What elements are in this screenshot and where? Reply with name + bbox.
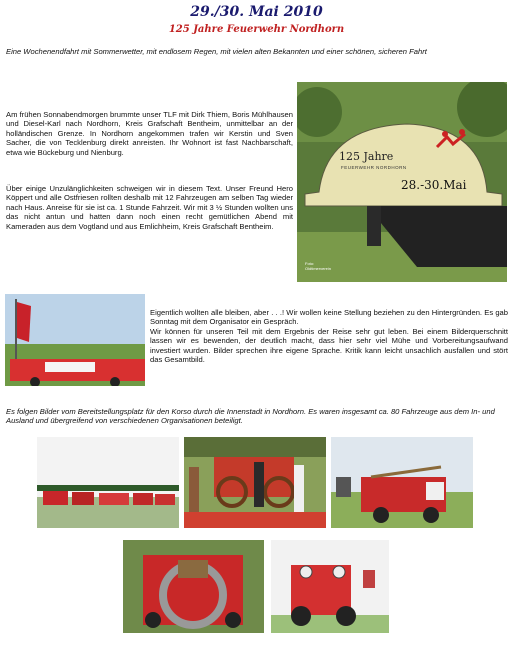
sign-text-org: FEUERWEHR NORDHORN [341,165,407,170]
story-paragraph-3: Eigentlich wollten alle bleiben, aber . . .! Wir wollen keine Stellung beziehen zu den Hintergründen. Es gab Sonntag mit dem Organisator ein Gespräch. [150,308,508,327]
photo-credit [305,262,331,271]
gallery-photo-5 [271,540,389,633]
helmet-sign-photo [297,82,507,282]
intro-paragraph: Eine Wochenendfahrt mit Sommerwetter, mit endlosem Regen, mit vielen alten Bekannten und einer schönen, sicheren Fahrt [6,47,427,56]
flag-truck-photo [5,294,145,386]
sign-text-years: 125 Jahre [339,150,394,163]
gallery-photo-2 [184,437,326,528]
page-subtitle: 125 Jahre Feuerwehr Nordhorn [168,24,345,35]
page-title: 29./30. Mai 2010 [190,4,323,20]
story-paragraph-4: Wir können für unseren Teil mit dem Ergebnis der Reise sehr gut leben. Bei einem Bilderquerschnitt lassen wir es bewenden, der deutlich macht, dass hier sehr viel Mühe und Vorbereitungsaufwand investiert wurden. Bilder sprechen ihre eigene Sprache. Kritik kann leicht unsachlich ausfallen und stört das Gesamtbild. [150,327,508,365]
story-paragraph-2: Über einige Unzulänglichkeiten schweigen wir in diesem Text. Unser Freund Hero Köppert und alle Ostfriesen rollten deshalb mit 12 Fahrzeugen am selben Tag wieder nach Haus. Anreise für sie ist ca. 1 Stunde Fahrzeit. Wir mit 3 ½ Stunden wollten uns das nicht antun und hatten dann noch einen recht gemütlichen Abend mit Kameraden aus dem Vogtland und aus Emlichheim, Kreis Grafschaft Bentheim. [6,184,293,231]
gallery-photo-4 [123,540,264,633]
story-paragraph-1: Am frühen Sonnabendmorgen brummte unser TLF mit Dirk Thiem, Boris Mühlhausen und Diesel-Karl nach Nordhorn, Kreis Grafschaft Bentheim, unmittelbar an der holländischen Grenze. In Nordhorn angekommen trafen wir Kerstin und Sven Sacher, die von Tecklenburg direkt anreisten. Ihr Wohnort ist fast Nachbarschaft, etwa wie Bückeburg und Nienburg. [6,110,293,157]
photo-credit-name: Oldtimerverein [305,265,332,271]
story-paragraph-5: Es folgen Bilder vom Bereitstellungsplatz für den Korso durch die Innenstadt in Nordhorn. Es waren insgesamt ca. 80 Fahrzeuge aus dem In- und Ausland und übergreifend von verschiedenen Organisationen beteiligt. [6,407,495,426]
gallery-photo-1 [37,437,179,528]
sign-text-date: 28.-30.Mai [401,178,467,192]
photo-credit-label: Foto: [305,261,315,266]
gallery-photo-3 [331,437,473,528]
